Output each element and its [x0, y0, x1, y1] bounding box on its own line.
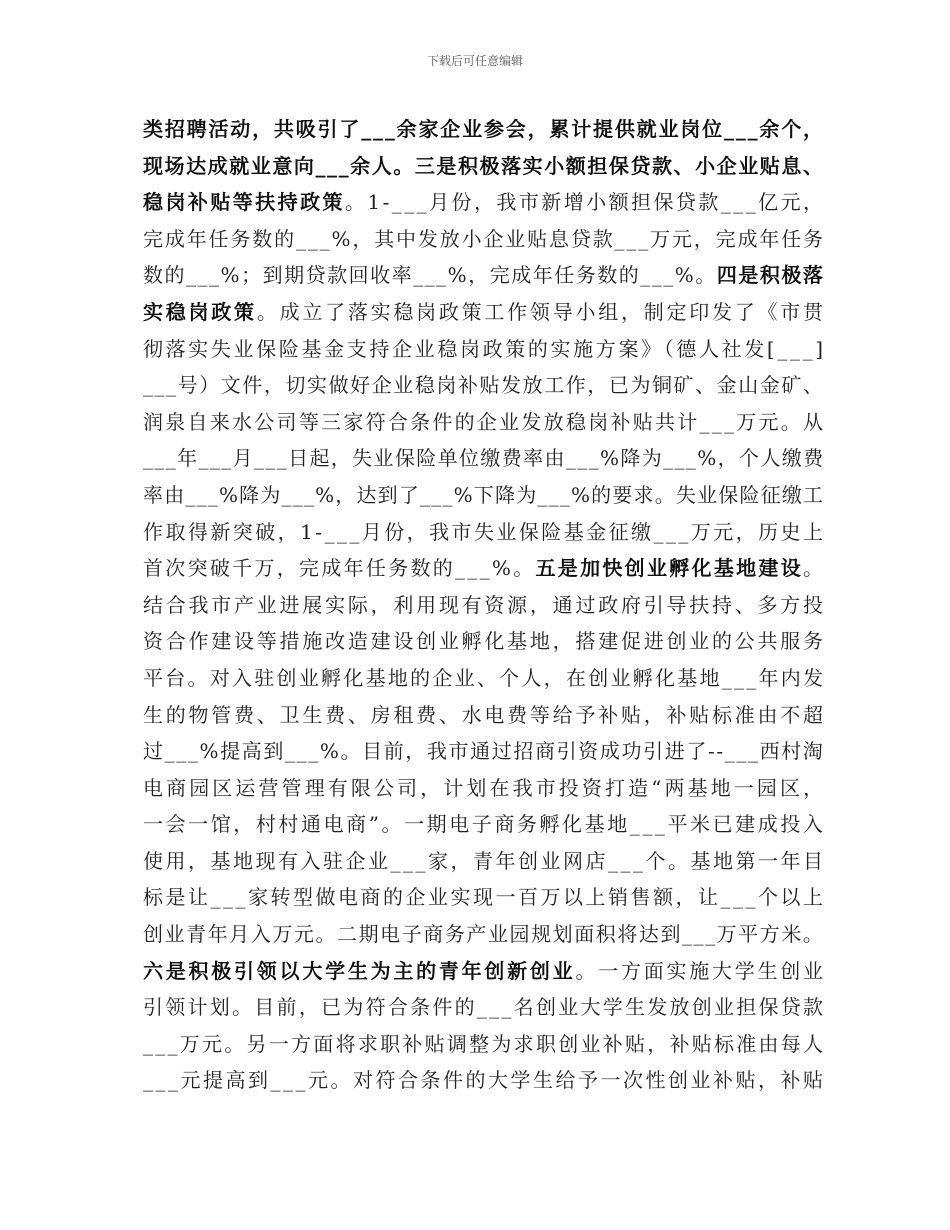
text-line — [143, 587, 826, 624]
text-line — [143, 257, 823, 294]
bold-text-run: 类招聘活动，共吸引了___余家企业参会，累计提供就业岗位___余个， — [143, 117, 825, 141]
bold-text-run: 现场达成就业意向___余人。三是积极落实小额担保贷款、小企业贴息、 — [143, 153, 825, 178]
text-run: 率由___%降为___%，达到了___%下降为___%的要求。失业保险征缴工 — [143, 482, 825, 507]
text-run: 。一方面实施大学生创业 — [575, 958, 826, 983]
document-body — [143, 111, 827, 1099]
text-run: 一会一馆，村村通电商”。一期电子商务孵化基地___平米已建成投入 — [143, 812, 826, 837]
text-line — [143, 697, 826, 734]
bold-text-run: 稳岗补贴等扶持政策 — [143, 190, 345, 215]
text-run: 平台。对入驻创业孵化基地的企业、个人，在创业孵化基地___年内发 — [143, 665, 826, 690]
text-line — [143, 331, 826, 368]
text-line — [143, 111, 823, 148]
text-line — [143, 367, 823, 404]
text-run: ___号）文件，切实做好企业稳岗补贴发放工作，已为铜矿、金山金矿、 — [143, 373, 825, 398]
bold-text-run: 实稳岗政策 — [143, 299, 257, 324]
text-line — [143, 989, 826, 1026]
text-run: 电商园区运营管理有限公司，计划在我市投资打造“两基地一园区， — [143, 775, 827, 800]
text-run: 标是让___家转型做电商的企业实现一百万以上销售额，让___个以上 — [143, 885, 826, 910]
text-run: 首次突破千万，完成年任务数的___%。 — [143, 556, 536, 581]
bold-text-run: 五是加快创业孵化基地建设 — [535, 556, 803, 581]
text-line — [143, 733, 823, 770]
text-line — [143, 770, 827, 807]
text-line — [143, 294, 826, 331]
text-run: 。 — [803, 556, 826, 581]
text-line — [143, 477, 823, 514]
text-run: 润泉自来水公司等三家符合条件的企业发放稳岗补贴共计___万元。从 — [143, 409, 826, 434]
text-run: 资合作建设等措施改造建设创业孵化基地，搭建促进创业的公共服务 — [143, 629, 826, 654]
text-line — [143, 843, 826, 880]
text-run: 过___%提高到___%。目前，我市通过招商引资成功引进了--___西村淘 — [143, 739, 825, 764]
text-line — [143, 623, 826, 660]
text-line — [143, 1062, 826, 1099]
text-run: 数的___%；到期贷款回收率___%，完成年任务数的___%。 — [143, 263, 717, 288]
text-line — [143, 184, 826, 221]
text-line — [143, 440, 823, 477]
text-run: 使用，基地现有入驻企业___家，青年创业网店___个。基地第一年目 — [143, 848, 826, 873]
text-line — [143, 879, 826, 916]
text-line — [143, 916, 823, 953]
bold-text-run: 六是积极引领以大学生为主的青年创新创业 — [143, 958, 576, 983]
text-run: ___年___月___日起，失业保险单位缴费率由___%降为___%，个人缴费 — [143, 446, 825, 471]
text-run: 完成年任务数的___%，其中发放小企业贴息贷款___万元，完成年任务 — [143, 226, 825, 251]
text-line — [143, 404, 826, 441]
text-line — [143, 514, 826, 551]
text-run: 彻落实失业保险基金支持企业稳岗政策的实施方案》（德人社发[___] — [143, 336, 826, 361]
text-run: 结合我市产业进展实际，利用现有资源，通过政府引导扶持、多方投 — [143, 592, 826, 617]
text-run: 生的物管费、卫生费、房租费、水电费等给予补贴，补贴标准由不超 — [143, 702, 826, 727]
text-run: 创业青年月入万元。二期电子商务产业园规划面积将达到___万平方米。 — [143, 922, 825, 947]
text-run: 。1-___月份，我市新增小额担保贷款___亿元， — [344, 190, 826, 215]
bold-text-run: 四是积极落 — [716, 263, 825, 288]
text-line — [143, 806, 826, 843]
text-line — [143, 1026, 826, 1063]
text-run: 引领计划。目前，已为符合条件的___名创业大学生发放创业担保贷款 — [143, 995, 826, 1020]
text-line — [143, 660, 826, 697]
text-run: ___万元。另一方面将求职补贴调整为求职创业补贴，补贴标准由每人 — [143, 1031, 826, 1056]
page-header: 下载后可任意编辑 — [426, 54, 523, 68]
text-run: 作取得新突破，1-___月份，我市失业保险基金征缴___万元，历史上 — [143, 519, 826, 544]
text-line — [143, 550, 826, 587]
text-line — [143, 953, 826, 990]
text-line — [143, 221, 823, 258]
text-run: 。成立了落实稳岗政策工作领导小组，制定印发了《市贯 — [256, 299, 826, 324]
text-run: ___元提高到___元。对符合条件的大学生给予一次性创业补贴，补贴 — [143, 1068, 826, 1093]
text-line — [143, 148, 823, 185]
